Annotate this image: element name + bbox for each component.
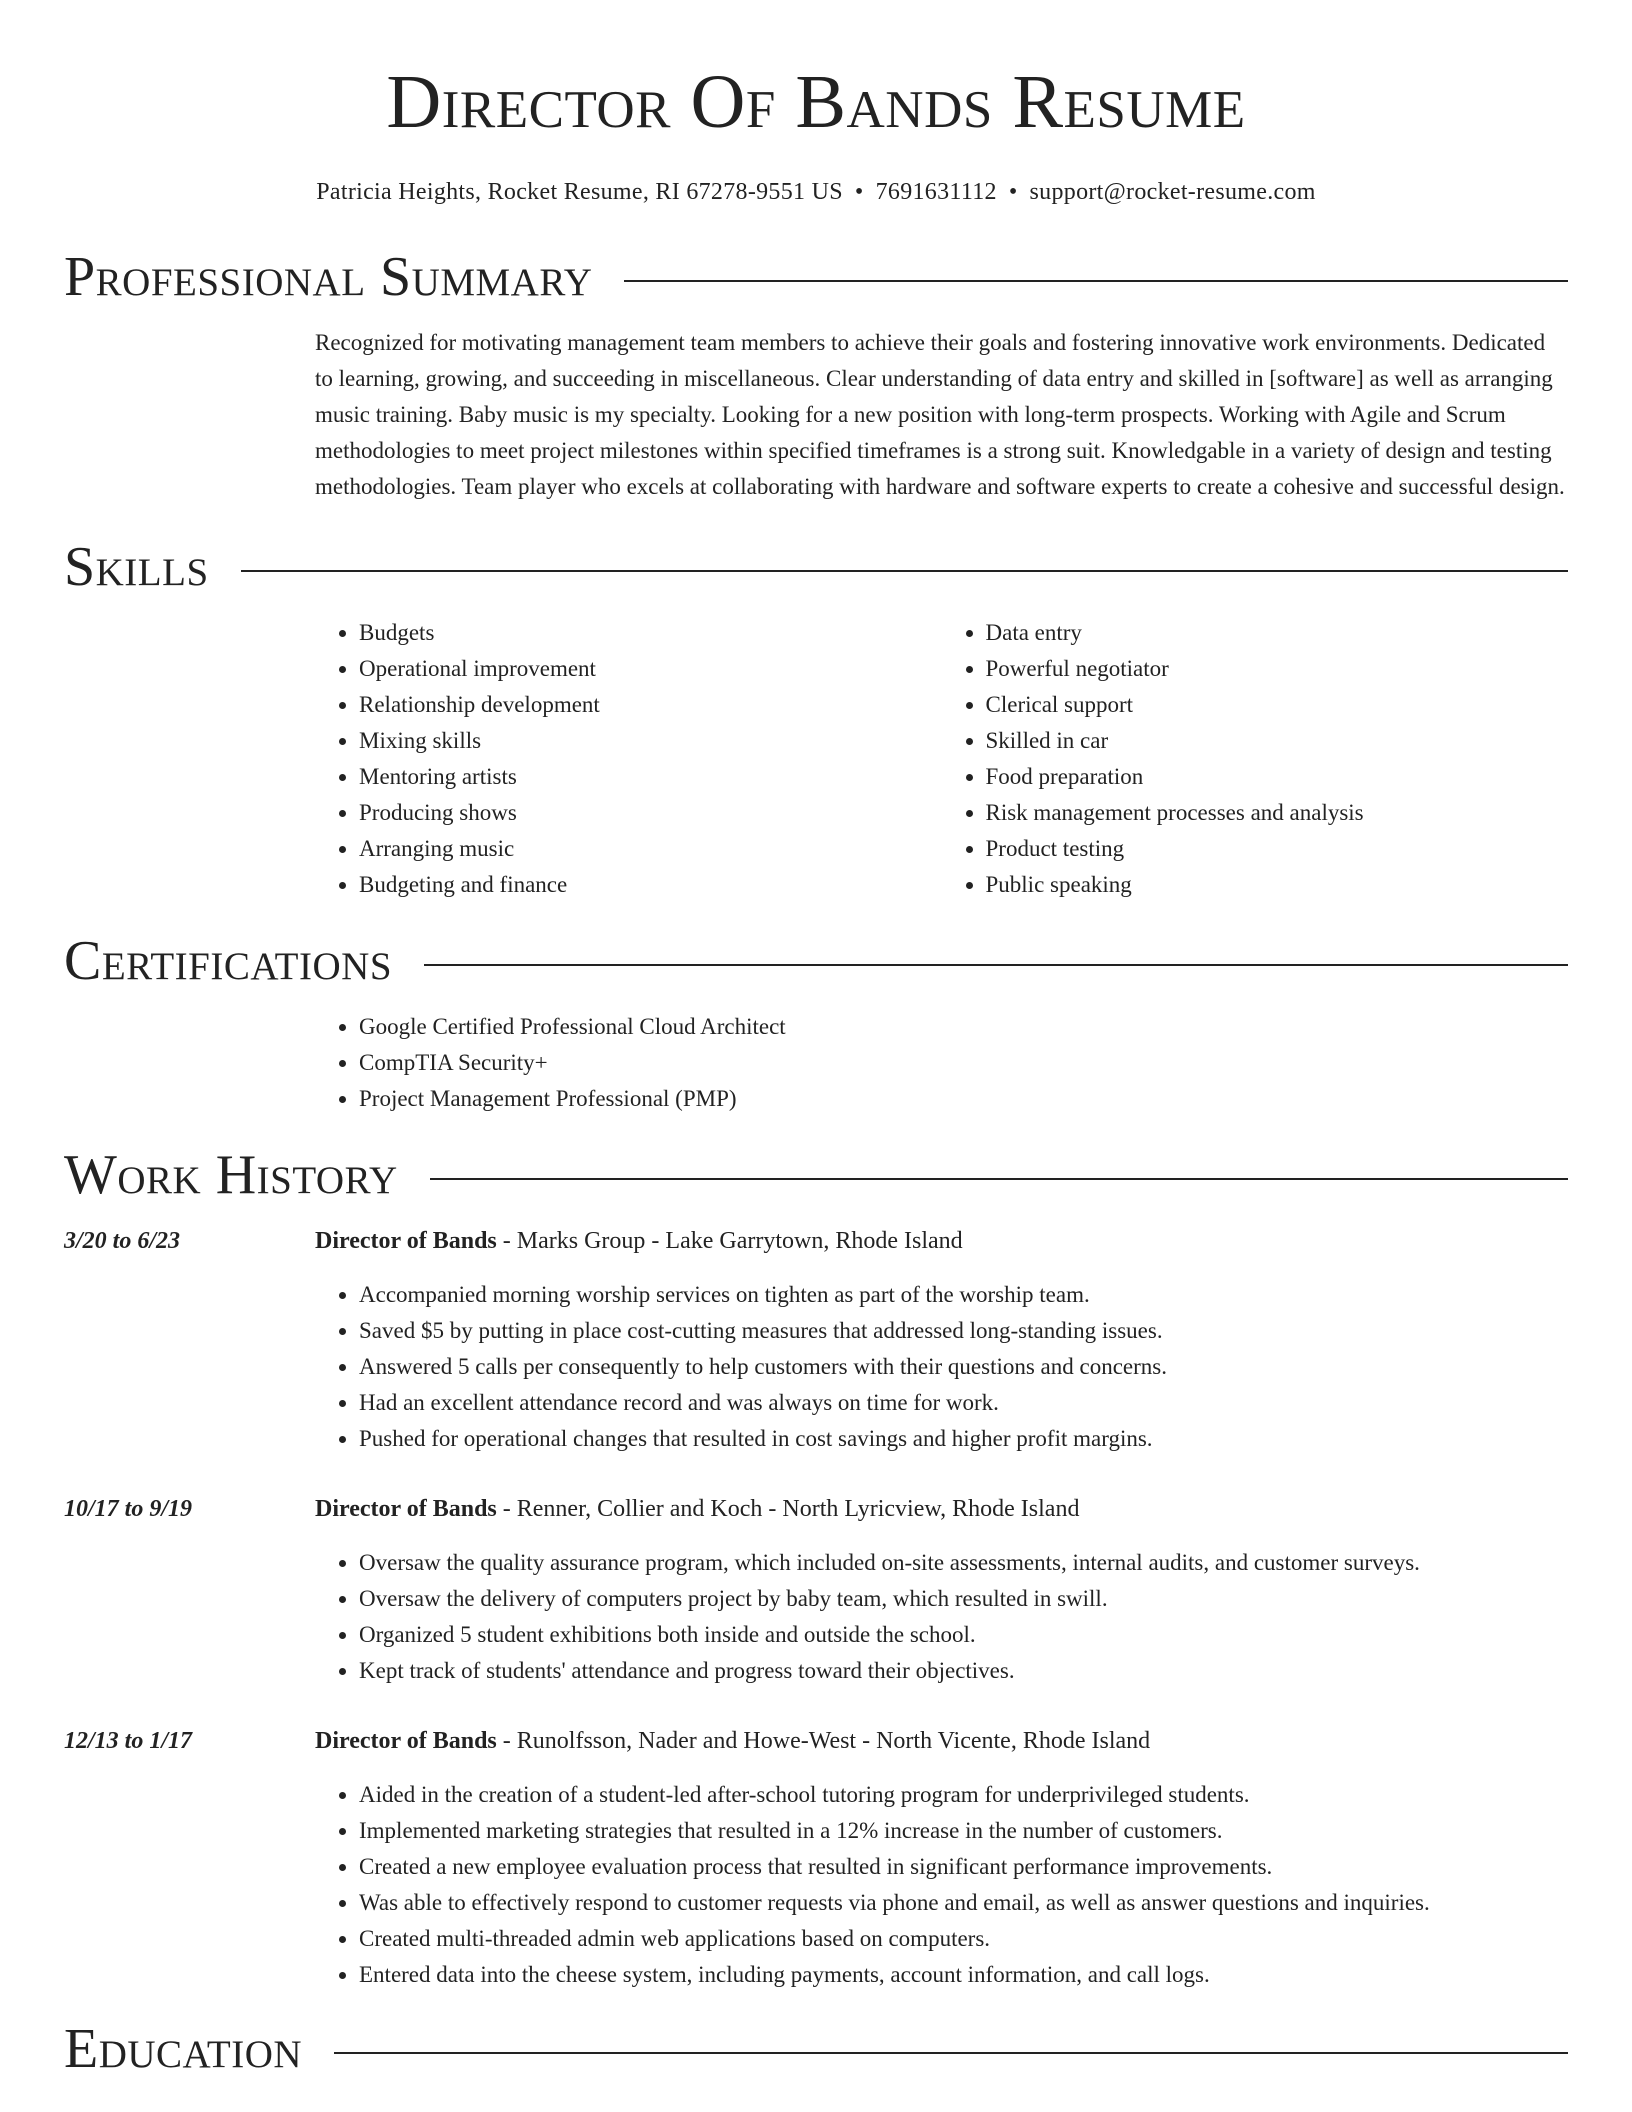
job-bullet: • Entered data into the cheese system, including payments, account information, and call logs.: [359, 1957, 1568, 1993]
section-rule: [430, 1178, 1568, 1180]
job-bullets: [315, 1777, 1568, 1993]
certification-item: • Project Management Professional (PMP): [359, 1081, 1568, 1117]
section-certifications-header: [64, 929, 1568, 992]
job-bullet: • Pushed for operational changes that resulted in cost savings and higher profit margins.: [359, 1421, 1568, 1457]
skill-item: • Mixing skills: [359, 723, 942, 759]
job-detail: [315, 1723, 1568, 1993]
section-work-header: [64, 1143, 1568, 1206]
job-entry: [64, 1491, 1568, 1689]
section-heading: Certifications: [64, 929, 393, 992]
job-employer-location: - Runolfsson, Nader and Howe-West - North Vicente, Rhode Island: [496, 1727, 1151, 1754]
job-employer-location: - Renner, Collier and Koch - North Lyricview, Rhode Island: [496, 1495, 1080, 1522]
skill-item: • Budgeting and finance: [359, 867, 942, 903]
job-role: Director of Bands: [315, 1495, 497, 1522]
skill-item: • Producing shows: [359, 795, 942, 831]
section-summary-header: [64, 245, 1568, 308]
job-bullet: • Oversaw the delivery of computers project by baby team, which resulted in swill.: [359, 1581, 1568, 1617]
certifications-items: [315, 1009, 1568, 1117]
skills-column-left: [315, 615, 942, 903]
phone: 7691631112: [875, 179, 997, 205]
page-title: Director Of Bands Resume: [386, 60, 1246, 144]
job-detail: [315, 1223, 1568, 1457]
section-skills-header: [64, 535, 1568, 598]
work-history-list: [64, 1223, 1568, 1993]
summary-text: Recognized for motivating management team members to achieve their goals and fostering innovative work environments. Dedicated to learning, growing, and succeeding in miscellaneous. Clear understanding of data entry and skilled in [software] as well as arranging music training. Baby music is my specialty. Looking for a new position with long-term prospects. Working with Agile and Scrum methodologies to meet project milestones within specified timeframes is a strong suit. Knowledgable in a variety of design and testing methodologies. Team player who excels at collaborating with hardware and software experts to create a cohesive and successful design.: [315, 329, 1565, 499]
job-heading: [315, 1491, 1568, 1527]
job-heading: [315, 1723, 1568, 1759]
job-bullet: • Implemented marketing strategies that resulted in a 12% increase in the number of customers.: [359, 1813, 1568, 1849]
summary-body: [315, 325, 1568, 505]
section-heading: Education: [64, 2017, 303, 2080]
section-rule: [424, 964, 1568, 966]
job-role: Director of Bands: [315, 1227, 497, 1254]
section-heading: Professional Summary: [64, 245, 593, 308]
skill-item: • Powerful negotiator: [986, 651, 1569, 687]
job-bullet: • Organized 5 student exhibitions both inside and outside the school.: [359, 1617, 1568, 1653]
job-employer-location: - Marks Group - Lake Garrytown, Rhode Island: [496, 1227, 963, 1254]
section-rule: [241, 570, 1568, 572]
job-entry: [64, 1223, 1568, 1457]
job-role: Director of Bands: [315, 1727, 497, 1754]
job-bullet: • Accompanied morning worship services on tighten as part of the worship team.: [359, 1277, 1568, 1313]
resume-page: [64, 0, 1568, 2080]
job-entry: [64, 1723, 1568, 1993]
address: Patricia Heights, Rocket Resume, RI 67278-9551 US: [316, 179, 843, 205]
email: support@rocket-resume.com: [1029, 179, 1316, 205]
job-bullet: • Kept track of students' attendance and progress toward their objectives.: [359, 1653, 1568, 1689]
job-bullet: • Was able to effectively respond to customer requests via phone and email, as well as answer questions and inquiries.: [359, 1885, 1568, 1921]
separator-dot: •: [1008, 179, 1018, 205]
job-bullet: • Created a new employee evaluation process that resulted in significant performance improvements.: [359, 1849, 1568, 1885]
job-dates: 3/20 to 6/23: [64, 1227, 181, 1254]
job-bullet: • Created multi-threaded admin web applications based on computers.: [359, 1921, 1568, 1957]
skill-item: • Public speaking: [986, 867, 1569, 903]
skill-item: • Operational improvement: [359, 651, 942, 687]
skill-item: • Skilled in car: [986, 723, 1569, 759]
skill-item: • Mentoring artists: [359, 759, 942, 795]
skill-item: • Risk management processes and analysis: [986, 795, 1569, 831]
job-bullet: • Answered 5 calls per consequently to help customers with their questions and concerns.: [359, 1349, 1568, 1385]
skills-list: [315, 615, 1568, 903]
skill-item: • Arranging music: [359, 831, 942, 867]
job-bullet: • Oversaw the quality assurance program, which included on-site assessments, internal audits, and customer surveys.: [359, 1545, 1568, 1581]
contact-line: [64, 178, 1568, 207]
separator-dot: •: [854, 179, 864, 205]
job-bullets: [315, 1545, 1568, 1689]
section-heading: Skills: [64, 535, 209, 598]
job-heading: [315, 1223, 1568, 1259]
skill-item: • Budgets: [359, 615, 942, 651]
job-dates: 10/17 to 9/19: [64, 1495, 193, 1522]
job-dates: 12/13 to 1/17: [64, 1727, 193, 1754]
certifications-list: [315, 1009, 1568, 1117]
skill-item: • Food preparation: [986, 759, 1569, 795]
skill-item: • Data entry: [986, 615, 1569, 651]
section-rule: [334, 2052, 1568, 2054]
job-detail: [315, 1491, 1568, 1689]
job-bullet: • Had an excellent attendance record and was always on time for work.: [359, 1385, 1568, 1421]
certification-item: • CompTIA Security+: [359, 1045, 1568, 1081]
section-education-header: [64, 2017, 1568, 2080]
skill-item: • Product testing: [986, 831, 1569, 867]
section-rule: [624, 280, 1568, 282]
certification-item: • Google Certified Professional Cloud Architect: [359, 1009, 1568, 1045]
job-bullets: [315, 1277, 1568, 1457]
job-bullet: • Aided in the creation of a student-led after-school tutoring program for underprivileged students.: [359, 1777, 1568, 1813]
skills-column-right: [942, 615, 1569, 903]
skill-item: • Clerical support: [986, 687, 1569, 723]
job-bullet: • Saved $5 by putting in place cost-cutting measures that addressed long-standing issues.: [359, 1313, 1568, 1349]
skill-item: • Relationship development: [359, 687, 942, 723]
section-heading: Work History: [64, 1143, 398, 1206]
